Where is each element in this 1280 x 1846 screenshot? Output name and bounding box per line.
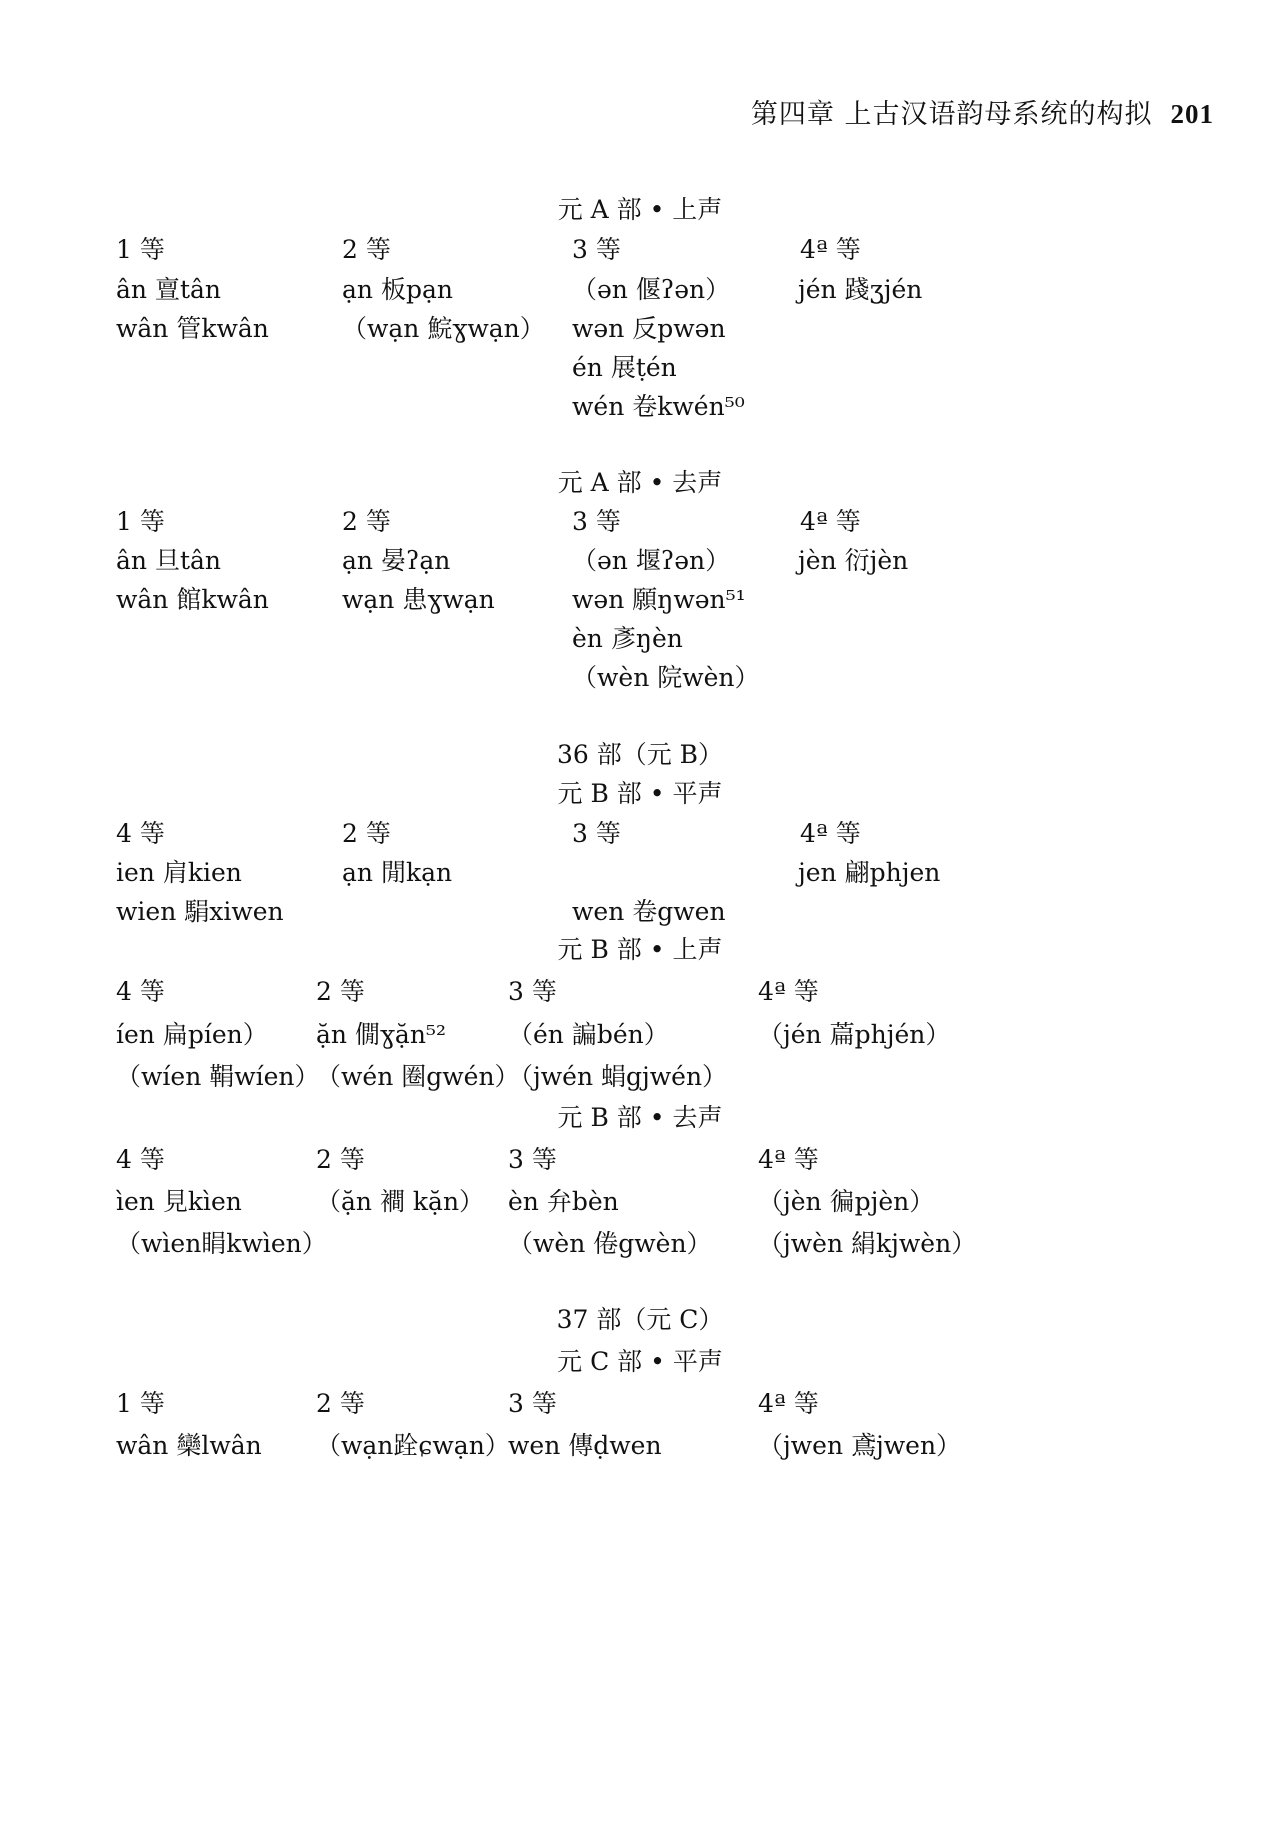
rhyme-entry: wən 願ŋwən⁵¹ <box>572 585 746 614</box>
col-header: 4 等 <box>116 1145 165 1174</box>
rhyme-entry: jen 翩phjen <box>798 858 941 887</box>
rhyme-entry: （wèn 院wèn） <box>572 663 760 692</box>
col-header: 4ª 等 <box>758 977 819 1006</box>
rhyme-entry: ạn 閒kạn <box>342 858 453 887</box>
group-heading: 37 部（元 C） <box>556 1305 724 1334</box>
rhyme-entry: （jén 萹phjén） <box>758 1020 951 1049</box>
rhyme-entry: wen 傳ḍwen <box>508 1431 662 1460</box>
rhyme-entry: （jwen 鳶jwen） <box>758 1431 962 1460</box>
rhyme-entry: （jwèn 絹kjwèn） <box>758 1229 977 1258</box>
col-header: 4ª 等 <box>758 1389 819 1418</box>
rhyme-entry: ìen 見kìen <box>116 1187 242 1216</box>
col-header: 3 等 <box>572 819 621 848</box>
rhyme-entry: wân 管kwân <box>116 314 269 343</box>
col-header: 2 等 <box>316 1389 365 1418</box>
rhyme-entry: （wíen 鞙wíen） <box>116 1062 320 1091</box>
rhyme-entry: wən 反pwən <box>572 314 726 343</box>
col-header: 4 等 <box>116 819 165 848</box>
running-header <box>751 92 1214 131</box>
col-header: 4 等 <box>116 977 165 1006</box>
col-header: 3 等 <box>508 977 557 1006</box>
page-number: 201 <box>1170 99 1214 129</box>
rhyme-entry: （ən 偃ʔən） <box>572 275 731 304</box>
rhyme-entry: （wạn跧ɕwạn） <box>316 1431 510 1460</box>
rhyme-entry: ien 肩kien <box>116 858 242 887</box>
col-header: 3 等 <box>508 1389 557 1418</box>
rhyme-entry: （wìen睊kwìen） <box>116 1229 327 1258</box>
section-title: 元 A 部 • 上声 <box>557 195 723 224</box>
chapter-title: 第四章 上古汉语韵母系统的构拟 <box>750 99 1153 130</box>
rhyme-entry: wen 卷gwen <box>572 897 726 926</box>
section-title: 元 B 部 • 去声 <box>557 1103 723 1132</box>
section-title: 元 B 部 • 上声 <box>557 935 723 964</box>
section-title: 元 C 部 • 平声 <box>557 1347 723 1376</box>
rhyme-entry: ân 旦tân <box>116 546 222 575</box>
rhyme-entry: （wén 圈gwén） <box>316 1062 520 1091</box>
rhyme-entry: （ən 堰ʔən） <box>572 546 731 575</box>
rhyme-entry: èn 弁bèn <box>508 1187 619 1216</box>
rhyme-entry: wạn 患ɣwạn <box>342 585 495 614</box>
rhyme-entry: èn 彥ŋèn <box>572 624 683 653</box>
rhyme-entry: wien 駽xiwen <box>116 897 284 926</box>
rhyme-entry: （én 諞bén） <box>508 1020 669 1049</box>
col-header: 1 等 <box>116 235 165 264</box>
rhyme-entry: én 展ṭén <box>572 353 677 382</box>
col-header: 3 等 <box>572 235 621 264</box>
rhyme-entry: jèn 衍jèn <box>798 546 909 575</box>
col-header: 2 等 <box>342 507 391 536</box>
rhyme-entry: wân 欒lwân <box>116 1431 262 1460</box>
rhyme-entry: ạn 板pạn <box>342 275 453 304</box>
rhyme-entry: （wèn 倦gwèn） <box>508 1229 712 1258</box>
rhyme-entry: jén 踐ʒjén <box>798 275 923 304</box>
section-title: 元 B 部 • 平声 <box>557 779 723 808</box>
col-header: 2 等 <box>342 235 391 264</box>
col-header: 4ª 等 <box>800 507 861 536</box>
rhyme-entry: （jwén 蜎gjwén） <box>508 1062 728 1091</box>
rhyme-entry: （jèn 徧pjèn） <box>758 1187 935 1216</box>
col-header: 2 等 <box>316 977 365 1006</box>
rhyme-entry: （wạn 鯇ɣwạn） <box>342 314 545 343</box>
col-header: 3 等 <box>572 507 621 536</box>
col-header: 2 等 <box>342 819 391 848</box>
col-header: 2 等 <box>316 1145 365 1174</box>
group-heading: 36 部（元 B） <box>556 740 724 769</box>
rhyme-entry: íen 扁píen） <box>116 1020 268 1049</box>
rhyme-entry: ạn 晏ʔạn <box>342 546 451 575</box>
col-header: 4ª 等 <box>800 819 861 848</box>
section-title: 元 A 部 • 去声 <box>557 468 723 497</box>
col-header: 1 等 <box>116 1389 165 1418</box>
col-header: 3 等 <box>508 1145 557 1174</box>
col-header: 1 等 <box>116 507 165 536</box>
col-header: 4ª 等 <box>800 235 861 264</box>
col-header: 4ª 等 <box>758 1145 819 1174</box>
rhyme-entry: ặn 僩ɣặn⁵² <box>316 1020 446 1049</box>
rhyme-entry: wân 館kwân <box>116 585 269 614</box>
rhyme-entry: wén 卷kwén⁵⁰ <box>572 392 745 421</box>
rhyme-entry: ân 亶tân <box>116 275 222 304</box>
rhyme-entry: （ặn 襇 kặn） <box>316 1187 485 1216</box>
